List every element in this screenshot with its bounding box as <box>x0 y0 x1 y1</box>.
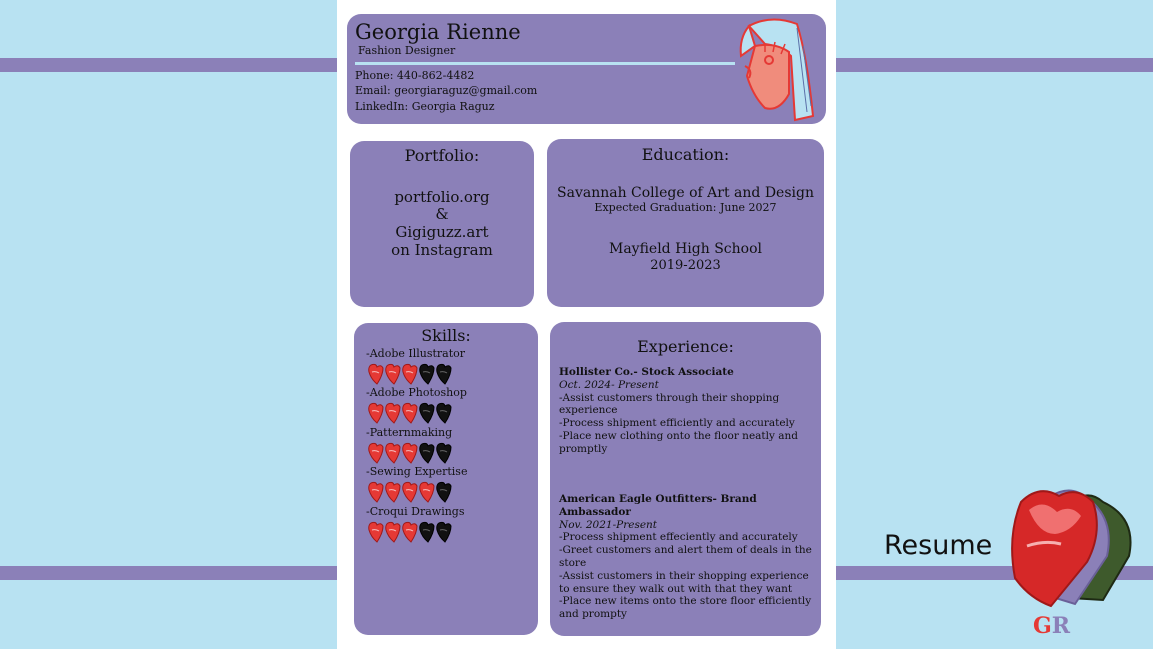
job-bullet: -Process shipment effeciently and accurately <box>559 531 798 544</box>
filled-heart-icon <box>402 442 418 464</box>
empty-heart-icon <box>436 521 452 543</box>
skill-label: -Patternmaking <box>366 426 453 439</box>
job-entry <box>559 493 819 621</box>
education-card <box>547 139 824 307</box>
portfolio-ampersand: & <box>435 205 449 223</box>
empty-heart-icon <box>419 442 435 464</box>
filled-heart-icon <box>385 481 401 503</box>
filled-heart-icon <box>368 481 384 503</box>
college-name: Savannah College of Art and Design <box>557 185 814 201</box>
logo-lips-icon <box>1005 482 1137 612</box>
filled-heart-icon <box>385 363 401 385</box>
empty-heart-icon <box>419 402 435 424</box>
filled-heart-icon <box>402 363 418 385</box>
instagram-handle: Gigiguzz.art <box>395 223 489 241</box>
empty-heart-icon <box>419 363 435 385</box>
job-role: Hollister Co.- Stock Associate <box>559 366 734 378</box>
filled-heart-icon <box>368 363 384 385</box>
email-text: Email: georgiaraguz@gmail.com <box>355 84 538 97</box>
job-date: Oct. 2024- Present <box>559 378 659 391</box>
portfolio-card <box>350 141 534 307</box>
phone-text: Phone: 440-862-4482 <box>355 69 475 82</box>
job-bullet: -Place new items onto the store floor efficiently and prompty <box>559 595 812 621</box>
filled-heart-icon <box>368 402 384 424</box>
portfolio-link: portfolio.org <box>394 188 490 206</box>
monogram-g: G <box>1033 613 1052 639</box>
job-bullet: -Place new clothing onto the floor neatly and promptly <box>559 429 799 455</box>
filled-heart-icon <box>402 481 418 503</box>
skills-card <box>354 323 538 635</box>
portfolio-heading: Portfolio: <box>404 146 480 165</box>
high-school-name: Mayfield High School <box>608 241 762 257</box>
job-role: American Eagle Outfitters- Brand Ambassador <box>559 493 757 518</box>
job-date: Nov. 2021-Present <box>559 518 658 531</box>
skill-label: -Adobe Photoshop <box>366 386 467 399</box>
filled-heart-icon <box>402 402 418 424</box>
skill-label: -Croqui Drawings <box>366 505 465 518</box>
filled-heart-icon <box>402 521 418 543</box>
job-entry <box>559 366 819 456</box>
filled-heart-icon <box>368 442 384 464</box>
empty-heart-icon <box>419 521 435 543</box>
filled-heart-icon <box>385 442 401 464</box>
skill-label: -Sewing Expertise <box>366 465 468 478</box>
resume-label: Resume <box>884 530 993 561</box>
instagram-label: on Instagram <box>391 241 493 259</box>
candidate-name: Georgia Rienne <box>355 20 521 44</box>
header-card <box>347 14 826 124</box>
skill-label: -Adobe Illustrator <box>366 347 466 360</box>
skill-rating <box>368 402 453 428</box>
experience-heading: Experience: <box>637 337 734 356</box>
linkedin-text: LinkedIn: Georgia Raguz <box>355 100 495 113</box>
monogram <box>1033 613 1070 639</box>
filled-heart-icon <box>385 402 401 424</box>
skills-heading: Skills: <box>421 326 471 345</box>
filled-heart-icon <box>368 521 384 543</box>
empty-heart-icon <box>436 481 452 503</box>
skill-rating <box>368 481 453 507</box>
filled-heart-icon <box>419 481 435 503</box>
college-graduation: Expected Graduation: June 2027 <box>594 201 777 214</box>
empty-heart-icon <box>436 442 452 464</box>
empty-heart-icon <box>436 402 452 424</box>
job-bullet: -Assist customers in their shopping experience to ensure they walk out with that they want <box>559 569 809 595</box>
job-bullet: -Assist customers through their shopping experience <box>559 391 780 417</box>
skill-rating <box>368 521 453 547</box>
monogram-r: R <box>1051 613 1071 639</box>
filled-heart-icon <box>385 521 401 543</box>
high-school-years: 2019-2023 <box>650 258 721 273</box>
empty-heart-icon <box>436 363 452 385</box>
experience-card <box>550 322 821 636</box>
job-bullet: -Greet customers and alert them of deals in the store <box>559 544 812 569</box>
portrait-illustration <box>735 16 819 124</box>
resume-sheet <box>337 0 836 649</box>
header-divider <box>355 62 735 65</box>
candidate-title: Fashion Designer <box>358 44 456 57</box>
education-heading: Education: <box>641 145 730 164</box>
job-bullet: -Process shipment efficiently and accurately <box>559 417 795 430</box>
